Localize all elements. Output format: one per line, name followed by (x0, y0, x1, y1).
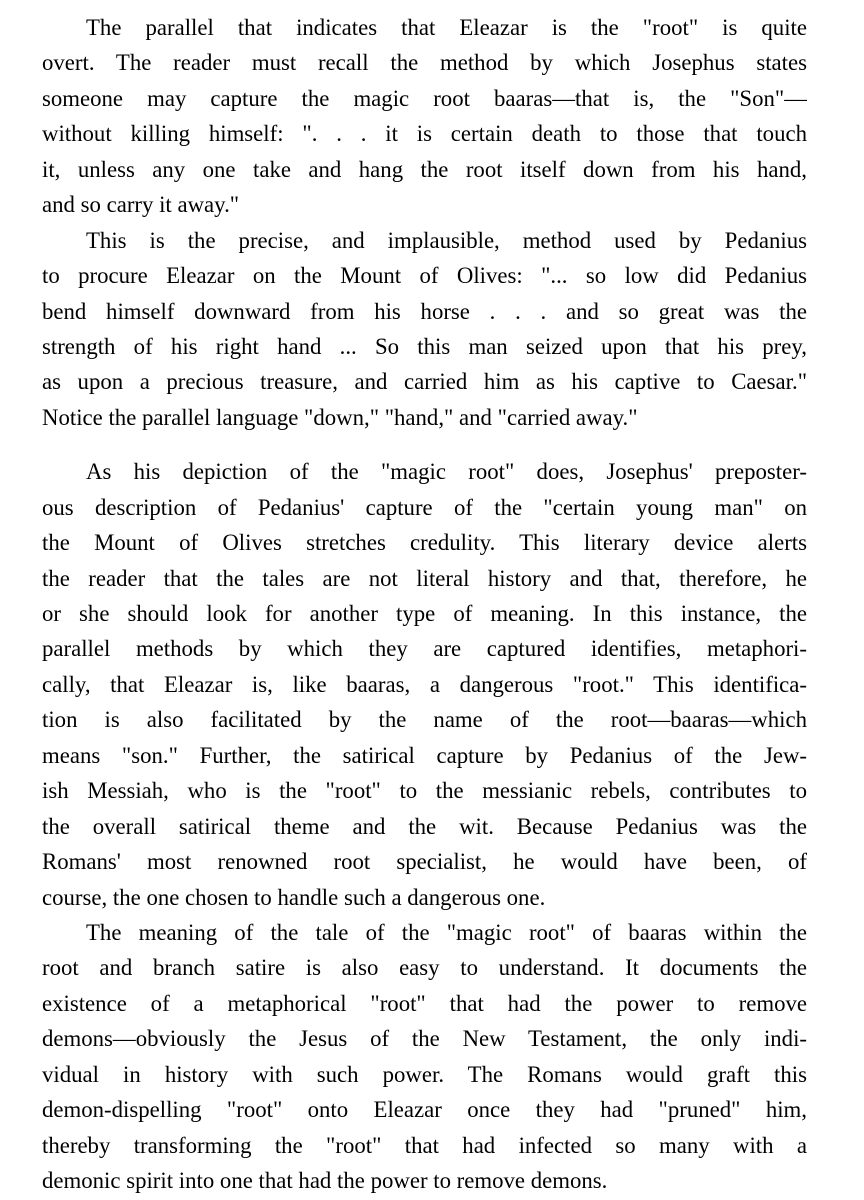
paragraph (42, 915, 807, 1199)
text-line: ish Messiah, who is the "root" to the messianic rebels, contributes to (42, 778, 807, 804)
text-line: Notice the parallel language "down," "hand," and "carried away." (42, 404, 638, 430)
text-line: As his depiction of the "magic root" does, Josephus' preposter- (86, 459, 807, 485)
text-line: demon-dispelling "root" onto Eleazar once they had "pruned" him, (42, 1097, 807, 1123)
text-line: as upon a precious treasure, and carried him as his captive to Caesar." (42, 369, 807, 395)
text-line: The parallel that indicates that Eleazar is the "root" is quite (86, 15, 807, 40)
text-line: strength of his right hand ... So this man seized upon that his prey, (42, 333, 807, 359)
text-line: the Mount of Olives stretches credulity. This literary device alerts (42, 530, 807, 556)
paragraph (42, 454, 807, 915)
text-line: someone may capture the magic root baaras—that is, the "Son"— (42, 85, 807, 111)
text-line: This is the precise, and implausible, method used by Pedanius (86, 227, 807, 253)
text-line: the reader that the tales are not literal history and that, therefore, he (42, 565, 807, 591)
text-line: The meaning of the tale of the "magic root" of baaras within the (86, 919, 807, 945)
body-text (42, 10, 807, 1198)
paragraph (42, 223, 807, 436)
text-line: it, unless any one take and hang the root itself down from his hand, (42, 156, 807, 182)
text-line: means "son." Further, the satirical capture by Pedanius of the Jew- (42, 742, 807, 768)
text-line: tion is also facilitated by the name of the root—baaras—which (42, 707, 807, 733)
paragraph (42, 10, 807, 223)
text-line: demons—obviously the Jesus of the New Testament, the only indi- (42, 1026, 807, 1052)
text-line: and so carry it away." (42, 192, 240, 218)
text-line: ous description of Pedanius' capture of the "certain young man" on (42, 494, 807, 520)
text-line: existence of a metaphorical "root" that had the power to remove (42, 990, 807, 1016)
text-line: thereby transforming the "root" that had infected so many with a (42, 1132, 807, 1158)
text-line: vidual in history with such power. The Romans would graft this (42, 1061, 807, 1087)
text-line: Romans' most renowned root specialist, he would have been, of (42, 849, 807, 875)
text-line: course, the one chosen to handle such a dangerous one. (42, 884, 546, 910)
text-line: demonic spirit into one that had the power to remove demons. (42, 1168, 608, 1193)
text-line: or she should look for another type of meaning. In this instance, the (42, 601, 807, 626)
text-line: without killing himself: ". . . it is certain death to those that touch (42, 121, 807, 147)
text-line: cally, that Eleazar is, like baaras, a dangerous "root." This identifica- (42, 671, 807, 697)
text-line: root and branch satire is also easy to understand. It documents the (42, 955, 807, 981)
text-line: parallel methods by which they are captured identifies, metaphori- (42, 636, 807, 662)
text-line: overt. The reader must recall the method by which Josephus states (42, 50, 807, 76)
text-line: to procure Eleazar on the Mount of Olives: "... so low did Pedanius (42, 263, 807, 289)
text-line: bend himself downward from his horse . . . and so great was the (42, 298, 807, 324)
text-line: the overall satirical theme and the wit. Because Pedanius was the (42, 813, 807, 839)
